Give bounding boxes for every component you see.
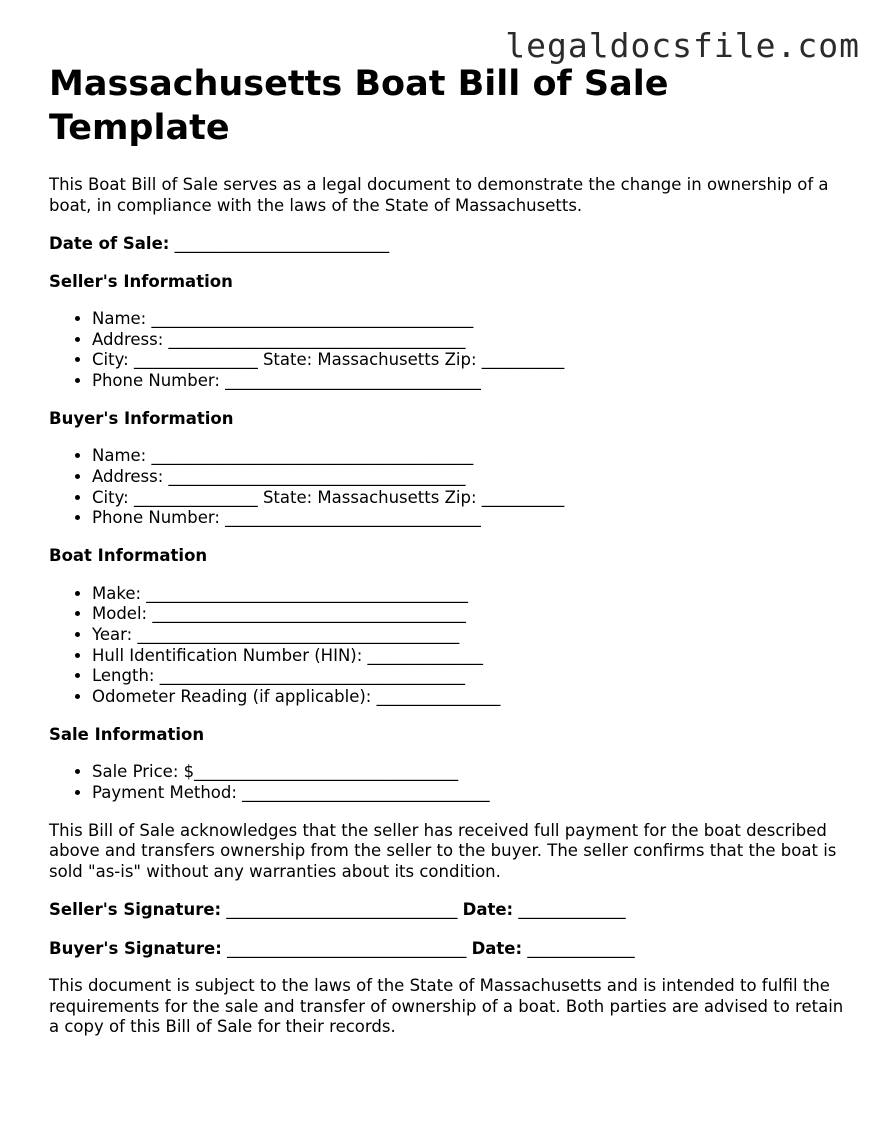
boat-make-field[interactable]: • Make: _______________________________________: [92, 584, 849, 605]
buyer-phone-field[interactable]: • Phone Number: _______________________________: [92, 508, 849, 529]
watermark: legaldocsfile.com: [505, 26, 860, 65]
sale-price-field[interactable]: • Sale Price: $________________________________: [92, 762, 849, 783]
closing-paragraph: This document is subject to the laws of the State of Massachusetts and is intended to fulfil the requirements for the sale and transfer of ownership of a boat. Both parties are advised to retain a copy of this Bill of Sale for their records.: [49, 976, 844, 1037]
seller-list: [49, 309, 849, 392]
payment-method-field[interactable]: • Payment Method: ______________________________: [92, 783, 849, 804]
seller-signature-row: [49, 900, 849, 921]
seller-signature-label: Seller's Signature:: [49, 900, 222, 920]
buyer-signature-row: [49, 939, 849, 960]
buyer-signature-label: Buyer's Signature:: [49, 938, 222, 958]
date-of-sale-field[interactable]: __________________________: [174, 234, 390, 253]
buyer-signature-field[interactable]: _____________________________: [227, 938, 467, 958]
buyer-list: [49, 446, 849, 529]
buyer-address-field[interactable]: • Address: ____________________________________: [92, 467, 849, 488]
buyer-heading: Buyer's Information: [49, 408, 234, 428]
boat-length-field[interactable]: • Length: _____________________________________: [92, 666, 849, 687]
boat-odometer-field[interactable]: • Odometer Reading (if applicable): _______________: [92, 687, 849, 708]
boat-model-field[interactable]: • Model: ______________________________________: [92, 604, 849, 625]
date-of-sale-label: Date of Sale:: [49, 234, 170, 253]
seller-heading: Seller's Information: [49, 271, 233, 291]
seller-signature-field[interactable]: ____________________________: [226, 900, 458, 920]
intro-paragraph: This Boat Bill of Sale serves as a legal document to demonstrate the change in ownership of a boat, in compliance with the laws of the State of Massachusetts.: [49, 175, 829, 215]
seller-date-field[interactable]: _____________: [518, 900, 626, 920]
date-of-sale-row: [49, 234, 849, 255]
buyer-city-state-zip-field[interactable]: • City: _______________ State: Massachusetts Zip: __________: [92, 488, 849, 509]
buyer-name-field[interactable]: • Name: _______________________________________: [92, 446, 849, 467]
acknowledgment-paragraph: This Bill of Sale acknowledges that the seller has received full payment for the boat described above and transfers ownership from the seller to the buyer. The seller confirms that the boat is sold "as-is" without any warranties about its condition.: [49, 820, 837, 881]
page-title: Massachusetts Boat Bill of Sale Template: [49, 64, 669, 148]
seller-city-state-zip-field[interactable]: • City: _______________ State: Massachusetts Zip: __________: [92, 350, 849, 371]
seller-name-field[interactable]: • Name: _______________________________________: [92, 309, 849, 330]
seller-phone-field[interactable]: • Phone Number: _______________________________: [92, 371, 849, 392]
buyer-date-label: Date:: [471, 938, 523, 958]
boat-heading: Boat Information: [49, 546, 208, 566]
boat-hin-field[interactable]: • Hull Identification Number (HIN): ______________: [92, 646, 849, 667]
seller-date-label: Date:: [462, 900, 514, 920]
boat-list: [49, 584, 849, 708]
boat-year-field[interactable]: • Year: _______________________________________: [92, 625, 849, 646]
buyer-date-field[interactable]: _____________: [527, 938, 635, 958]
sale-heading: Sale Information: [49, 724, 205, 744]
seller-address-field[interactable]: • Address: ____________________________________: [92, 330, 849, 351]
document: [49, 62, 849, 1038]
sale-list: [49, 762, 849, 803]
